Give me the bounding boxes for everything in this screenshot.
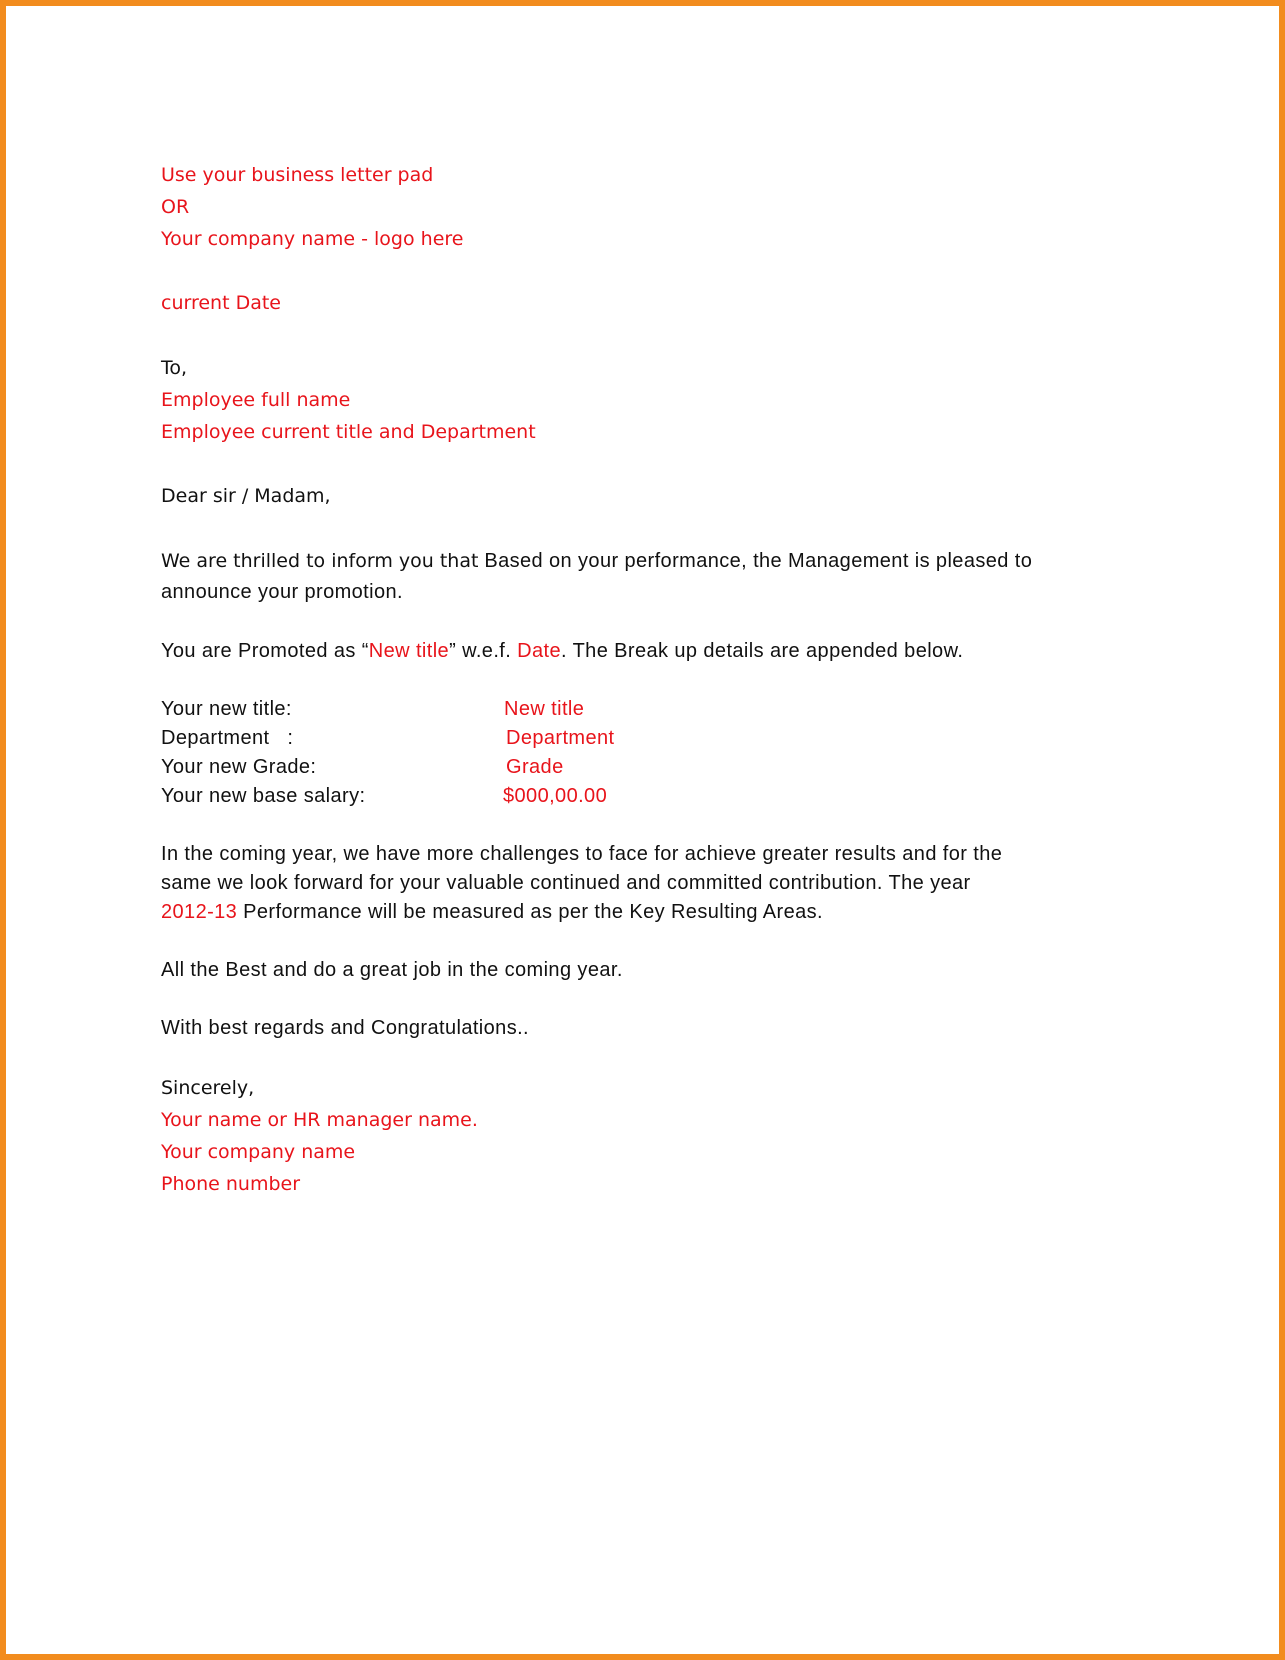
detail-label-department: Department : <box>161 727 294 749</box>
detail-value-salary: $000,00.00 <box>503 785 608 807</box>
recipient-name: Employee full name <box>161 389 351 411</box>
detail-label-title: Your new title: <box>161 698 292 720</box>
intro-line-2: announce your promotion. <box>161 581 403 603</box>
detail-label-salary: Your new base salary: <box>161 785 366 807</box>
detail-label-grade: Your new Grade: <box>161 756 317 778</box>
coming-year: 2012-13 <box>161 901 238 923</box>
promo-part-c: . The Break up details are appended below. <box>561 640 964 662</box>
closing-sincerely: Sincerely, <box>161 1077 255 1099</box>
detail-value-department: Department <box>506 727 615 749</box>
intro-part-b: Based on your performance, the Management is pleased to <box>478 550 1033 572</box>
coming-line-3 <box>161 900 823 924</box>
recipient-title: Employee current title and Department <box>161 421 536 443</box>
promotion-line <box>161 639 963 663</box>
best-wishes: All the Best and do a great job in the coming year. <box>161 959 623 981</box>
intro-part-a: We are thrilled to inform you that <box>161 550 479 572</box>
detail-value-title: New title <box>504 698 585 720</box>
coming-line-1: In the coming year, we have more challenges to face for achieve greater results and for the <box>161 843 1003 865</box>
promo-new-title: New title <box>368 640 450 662</box>
salutation: Dear sir / Madam, <box>161 485 331 507</box>
closing-sender-name: Your name or HR manager name. <box>161 1109 478 1131</box>
coming-part-3: Performance will be measured as per the Key Resulting Areas. <box>237 901 823 923</box>
promo-part-b: ” w.e.f. <box>449 640 518 662</box>
regards: With best regards and Congratulations.. <box>161 1017 530 1039</box>
closing-phone: Phone number <box>161 1173 301 1195</box>
coming-line-2: same we look forward for your valuable continued and committed contribution. The year <box>161 872 971 894</box>
promo-part-a: You are Promoted as “ <box>161 640 369 662</box>
letterhead-line-1: Use your business letter pad <box>161 164 434 186</box>
letter-date: current Date <box>161 292 281 314</box>
intro-line-1 <box>161 549 1032 575</box>
detail-value-grade: Grade <box>506 756 564 778</box>
recipient-to: To, <box>161 357 188 379</box>
letterhead-line-3: Your company name - logo here <box>161 228 464 250</box>
letterhead-line-2: OR <box>161 196 190 218</box>
promo-date: Date <box>517 640 562 662</box>
closing-company: Your company name <box>161 1141 356 1163</box>
